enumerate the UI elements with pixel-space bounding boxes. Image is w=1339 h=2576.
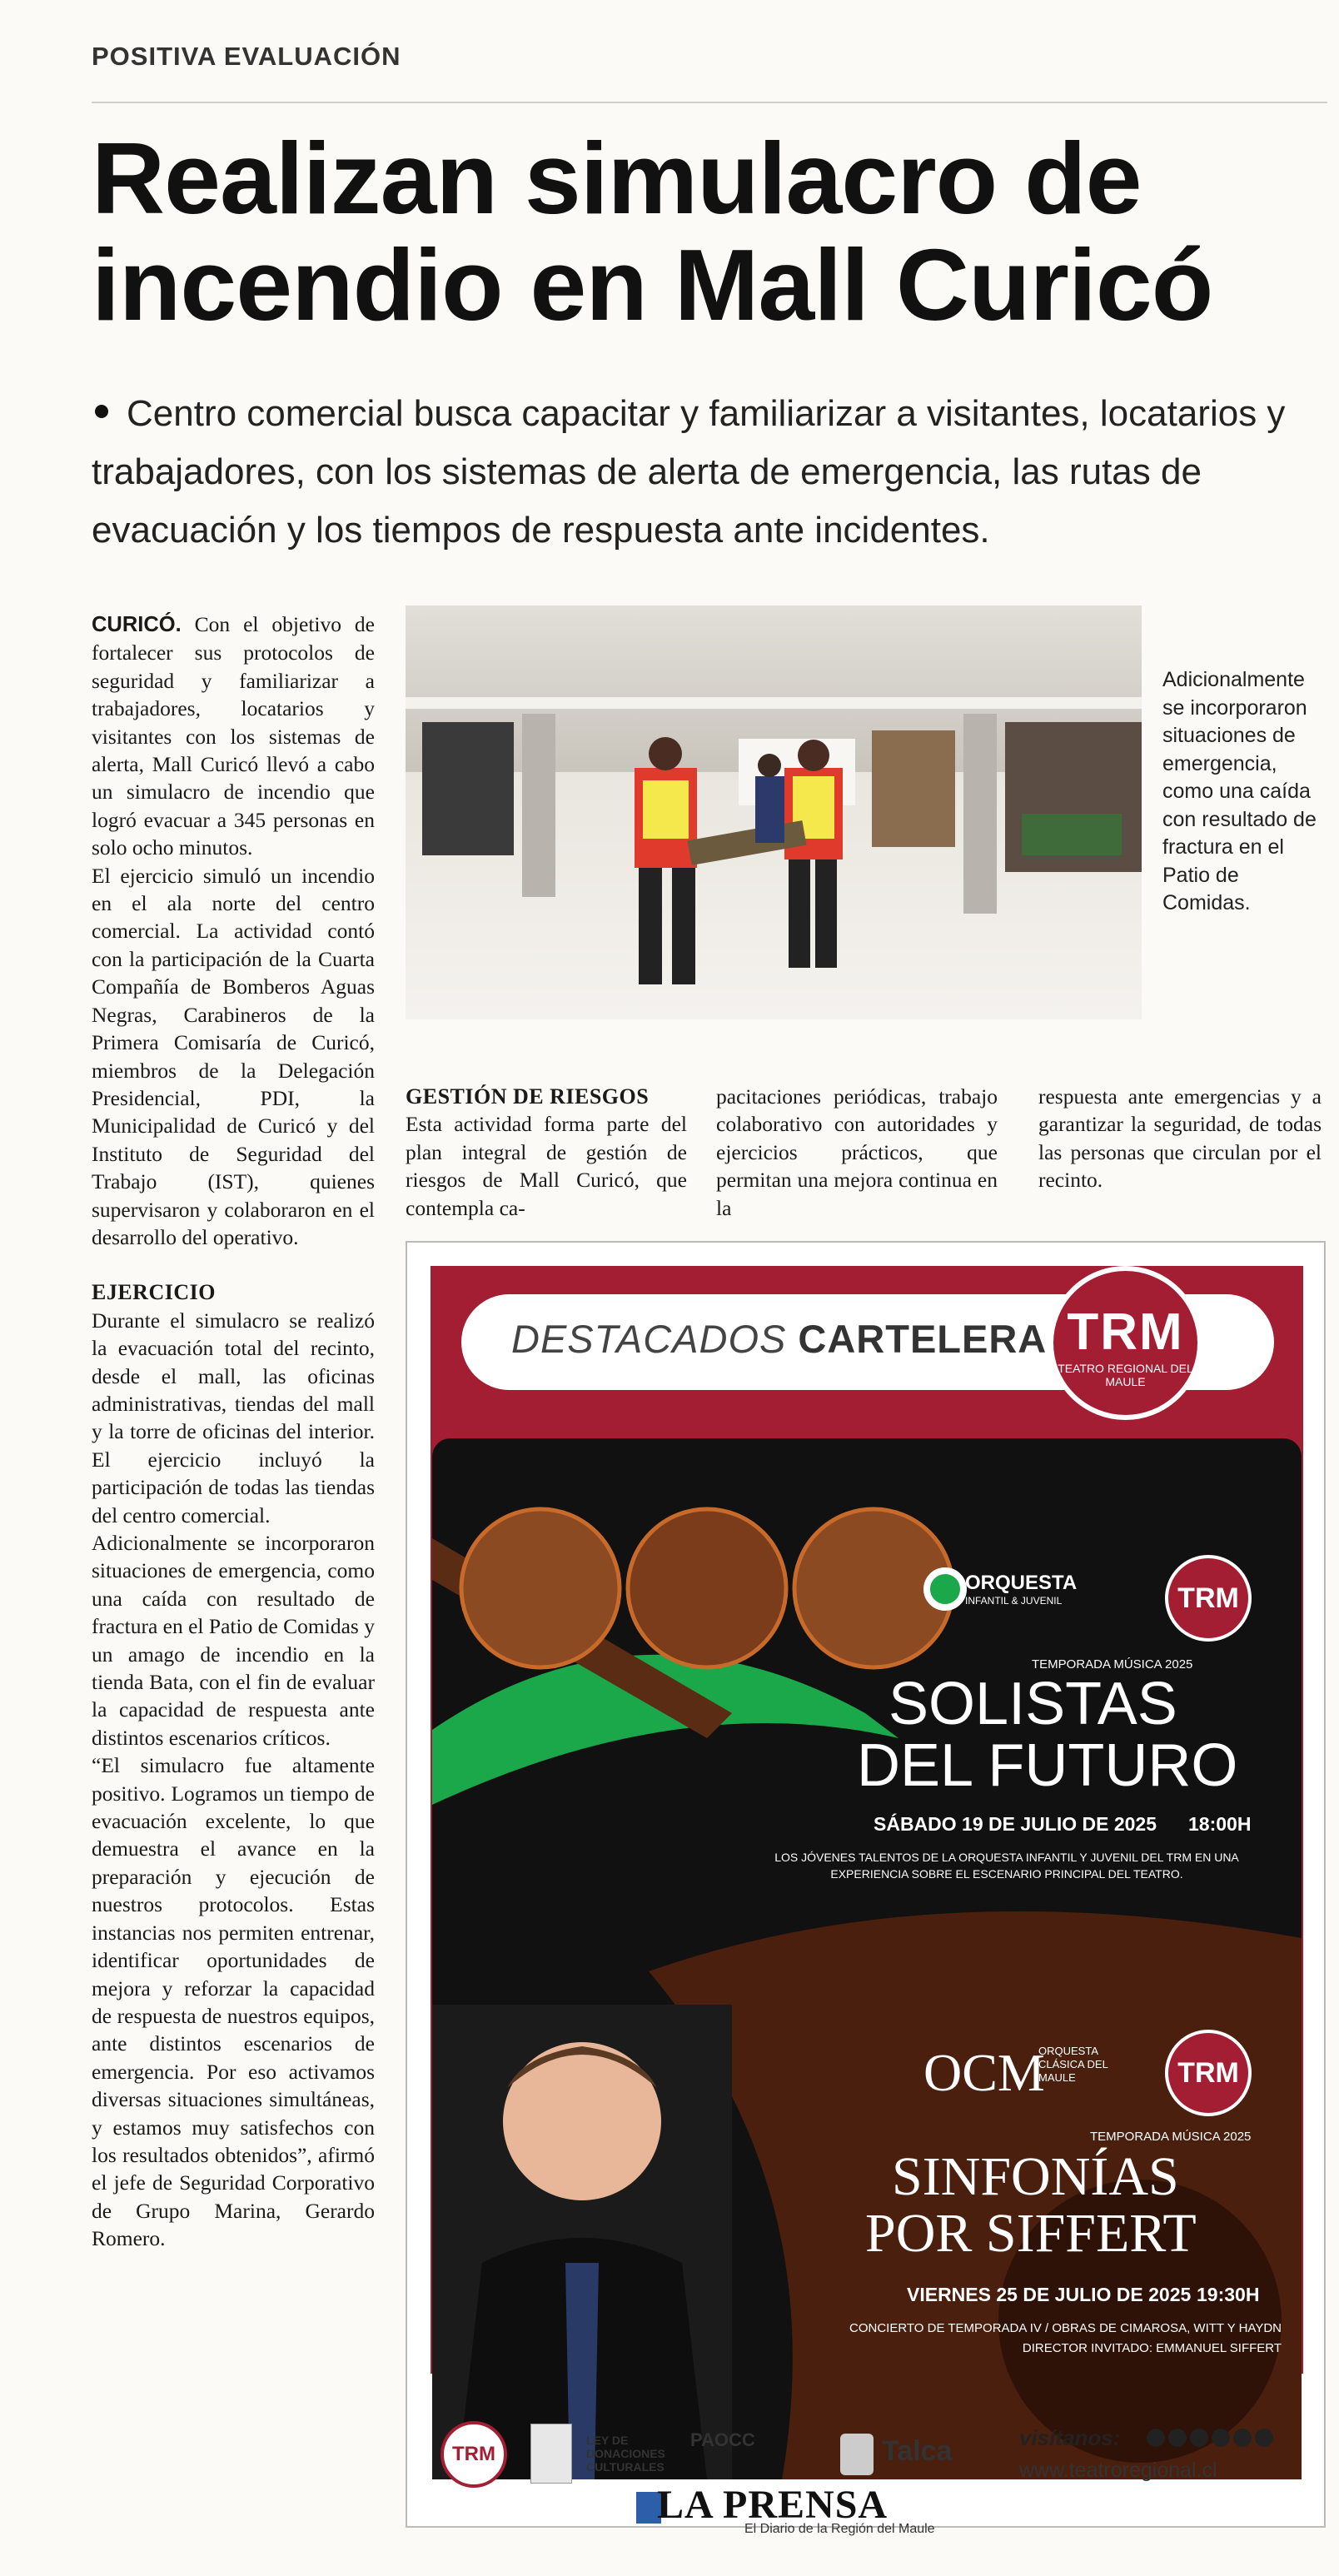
paragraph: Adicionalmente se incorporaron situaciones de emergencia, como una caída con resultado de fractura en el Patio de Comidas y un amago de incendio en la tienda Bata, con el fin de evaluar la capacidad de respuesta ante distintos escenarios críticos. xyxy=(92,1531,375,1750)
ad-banner-title: DESTACADOS CARTELERA xyxy=(511,1317,1048,1361)
ministry-logo xyxy=(530,2424,572,2484)
show1-title-line2: DEL FUTURO xyxy=(857,1732,1238,1799)
section-label: POSITIVA EVALUACIÓN xyxy=(92,42,401,71)
paragraph: “El simulacro fue altamente positivo. Logramos un tiempo de evacuación excelente, lo que demuestra el avance en la preparación y ejecución de nuestros protocolos. Estas instancias nos permiten entrenar, identificar oportunidades de mejora y reforzar la capacidad de respuesta de nuestros equipos, ante distintos escenarios de emergencia. Por eso activamos diversas situaciones simultáneas, y estamos muy satisfechos con los resultados obtenidos”, afirmó el jefe de Seguridad Corporativo de Grupo Marina, Gerardo Romero. xyxy=(92,1753,375,2251)
article-column-middle-3 xyxy=(1038,1083,1322,1194)
paragraph xyxy=(92,610,375,862)
ocm-logo: OCM xyxy=(923,2043,1045,2102)
subheading: EJERCICIO xyxy=(92,1280,216,1305)
trm-footer-logo: TRM xyxy=(441,2421,507,2488)
paragraph: Esta actividad forma parte del plan integral de gestión de riesgos de Mall Curicó, que contempla ca- xyxy=(406,1112,687,1220)
bullet-icon xyxy=(95,405,108,418)
ad-poster xyxy=(432,1438,1302,2479)
dateline: CURICÓ. xyxy=(92,613,182,636)
article-column-left xyxy=(92,610,375,2253)
article-photo xyxy=(406,605,1142,1019)
article-column-middle-2 xyxy=(716,1083,998,1222)
visitanos-label: visítanos: xyxy=(1019,2425,1121,2450)
show2-description: CONCIERTO DE TEMPORADA IV / OBRAS DE CIMAROSA, WITT Y HAYDN xyxy=(849,2321,1282,2335)
paragraph: pacitaciones periódicas, trabajo colaborativo con autoridades y ejercicios prácticos, que permitan una mejora continua en la xyxy=(716,1084,998,1220)
paocc-logo: PAOCC xyxy=(690,2429,755,2450)
newspaper-tagline: El Diario de la Región del Maule xyxy=(744,2522,935,2536)
paragraph-text: Con el objetivo de fortalecer sus protocolos de seguridad y familiarizar a trabajadores, locatarios y visitantes con los sistemas de alerta, Mall Curicó llevó a cabo un simulacro de incendio que logró evacuar a 345 personas en solo ocho minutos. xyxy=(92,612,376,860)
season-label: TEMPORADA MÚSICA 2025 xyxy=(1032,1657,1193,1672)
show2-date: VIERNES 25 DE JULIO DE 2025 xyxy=(907,2284,1192,2305)
social-icons xyxy=(1147,2429,1280,2447)
article-column-middle-1 xyxy=(406,1083,687,1222)
youtube-icon[interactable] xyxy=(1212,2429,1230,2447)
trm-small-logo: TRM xyxy=(1165,1555,1252,1642)
show1-date: SÁBADO 19 DE JULIO DE 2025 xyxy=(874,1813,1157,1835)
talca-crest-icon xyxy=(840,2434,874,2475)
instagram-icon[interactable] xyxy=(1168,2429,1187,2447)
newspaper-logo: LA PRENSA xyxy=(657,2483,889,2527)
ley-donaciones: LEY DE DONACIONES CULTURALES xyxy=(586,2434,665,2474)
paragraph: El ejercicio simuló un incendio en el ala norte del centro comercial. La actividad contó con la participación de la Cuarta Compañía de Bomberos Aguas Negras, Carabineros de la Primera Comisaría de Curicó, miembros de la Delegación Presidencial, PDI, la Municipalidad de Curicó y del Instituto de Seguridad del Trabajo (IST), quienes supervisaron y colaboraron en el desarrollo del operativo. xyxy=(92,863,375,1249)
photo-caption: Adicionalmente se incorporaron situaciones de emergencia, como una caída con resultado de fractura en el Patio de Comidas. xyxy=(1162,668,1317,914)
subheading: GESTIÓN DE RIESGOS xyxy=(406,1084,650,1109)
orquesta-icon xyxy=(923,1567,967,1611)
show2-title-line2: POR SIFFERT xyxy=(865,2203,1197,2264)
ocm-sub: ORQUESTA CLÁSICA DEL MAULE xyxy=(1038,2045,1108,2084)
show1-description: LOS JÓVENES TALENTOS DE LA ORQUESTA INFANTIL Y JUVENIL DEL TRM EN UNA EXPERIENCIA SOBRE EL ESCENARIO PRINCIPAL DEL TEATRO. xyxy=(774,1851,1239,1881)
trm-logo: TRM TEATRO REGIONAL DEL MAULE xyxy=(1048,1266,1202,1420)
tiktok-icon[interactable] xyxy=(1233,2429,1252,2447)
show2-title-line1: SINFONÍAS xyxy=(892,2146,1179,2207)
spotify-icon[interactable] xyxy=(1255,2429,1273,2447)
advertisement xyxy=(406,1241,1326,2536)
x-icon[interactable] xyxy=(1190,2429,1208,2447)
lead-paragraph xyxy=(92,385,1316,560)
show1-title-line1: SOLISTAS xyxy=(889,1671,1177,1737)
show2-director: DIRECTOR INVITADO: EMMANUEL SIFFERT xyxy=(1022,2341,1282,2355)
website-link[interactable]: www.teatroregional.cl xyxy=(1019,2459,1217,2482)
headline: Realizan simulacro de incendio en Mall Curicó xyxy=(92,122,1213,341)
show2-time: 19:30H xyxy=(1197,2284,1260,2305)
trm-small-logo-2: TRM xyxy=(1165,2030,1252,2116)
orquesta-sub: INFANTIL & JUVENIL xyxy=(965,1595,1063,1607)
divider xyxy=(92,102,1327,103)
orquesta-label: ORQUESTA xyxy=(965,1572,1078,1594)
facebook-icon[interactable] xyxy=(1147,2429,1165,2447)
paragraph: respuesta ante emergencias y a garantizar la seguridad, de todas las personas que circulan por el recinto. xyxy=(1038,1084,1322,1193)
lead-text: Centro comercial busca capacitar y familiarizar a visitantes, locatarios y trabajadores, con los sistemas de alerta de emergencia, las rutas de evacuación y los tiempos de respuesta ante incidentes. xyxy=(92,393,1286,551)
show1-time: 18:00H xyxy=(1188,1813,1252,1835)
talca-logo: Talca xyxy=(882,2435,953,2467)
paragraph: Durante el simulacro se realizó la evacuación total del recinto, desde el mall, las oficinas administrativas, tiendas del mall y la torre de oficinas del interior. El ejercicio incluyó la participación de todas las tiendas del centro comercial. xyxy=(92,1308,375,1527)
season-label-2: TEMPORADA MÚSICA 2025 xyxy=(1090,2130,1252,2144)
